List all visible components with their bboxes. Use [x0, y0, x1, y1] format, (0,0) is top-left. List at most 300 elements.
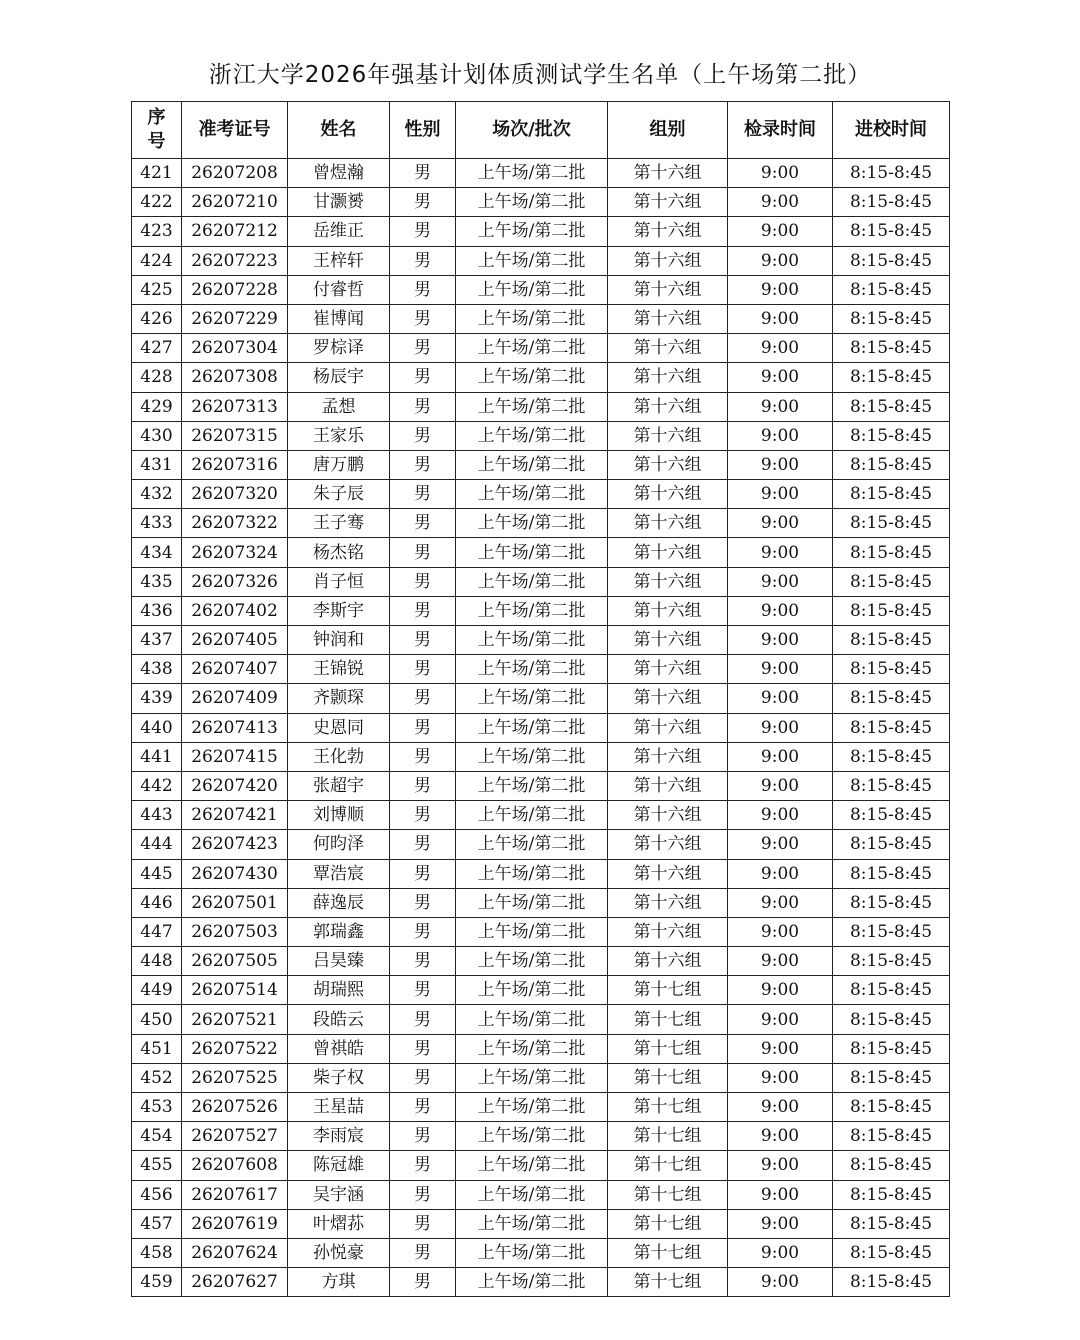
cell-name: 叶熠荪 [288, 1209, 390, 1238]
header-seq: 序 号 [132, 102, 182, 159]
cell-session: 上午场/第二批 [456, 1093, 608, 1122]
cell-seq: 431 [132, 450, 182, 479]
cell-group: 第十六组 [608, 713, 728, 742]
cell-exam-id: 26207212 [182, 217, 288, 246]
cell-check-time: 9:00 [728, 334, 833, 363]
cell-session: 上午场/第二批 [456, 304, 608, 333]
cell-exam-id: 26207324 [182, 538, 288, 567]
cell-entry-time: 8:15-8:45 [833, 392, 950, 421]
cell-gender: 男 [390, 684, 456, 713]
cell-session: 上午场/第二批 [456, 830, 608, 859]
cell-seq: 435 [132, 567, 182, 596]
cell-session: 上午场/第二批 [456, 450, 608, 479]
cell-exam-id: 26207624 [182, 1238, 288, 1267]
cell-seq: 432 [132, 480, 182, 509]
table-body [132, 159, 950, 1297]
cell-gender: 男 [390, 976, 456, 1005]
header-name: 姓名 [288, 102, 390, 159]
cell-entry-time: 8:15-8:45 [833, 275, 950, 304]
table-row [132, 713, 950, 742]
cell-session: 上午场/第二批 [456, 713, 608, 742]
cell-exam-id: 26207525 [182, 1063, 288, 1092]
cell-check-time: 9:00 [728, 917, 833, 946]
cell-seq: 426 [132, 304, 182, 333]
cell-seq: 449 [132, 976, 182, 1005]
cell-entry-time: 8:15-8:45 [833, 188, 950, 217]
cell-gender: 男 [390, 450, 456, 479]
cell-check-time: 9:00 [728, 1209, 833, 1238]
cell-name: 吴宇涵 [288, 1180, 390, 1209]
cell-check-time: 9:00 [728, 947, 833, 976]
cell-check-time: 9:00 [728, 275, 833, 304]
table-row [132, 567, 950, 596]
cell-gender: 男 [390, 1093, 456, 1122]
cell-check-time: 9:00 [728, 567, 833, 596]
cell-gender: 男 [390, 801, 456, 830]
cell-seq: 430 [132, 421, 182, 450]
cell-session: 上午场/第二批 [456, 392, 608, 421]
cell-group: 第十六组 [608, 480, 728, 509]
table-row [132, 1005, 950, 1034]
cell-seq: 424 [132, 246, 182, 275]
cell-group: 第十六组 [608, 450, 728, 479]
table-row [132, 392, 950, 421]
cell-check-time: 9:00 [728, 1093, 833, 1122]
cell-name: 李雨宸 [288, 1122, 390, 1151]
cell-gender: 男 [390, 1063, 456, 1092]
cell-entry-time: 8:15-8:45 [833, 421, 950, 450]
cell-group: 第十七组 [608, 1005, 728, 1034]
cell-exam-id: 26207423 [182, 830, 288, 859]
cell-entry-time: 8:15-8:45 [833, 713, 950, 742]
cell-seq: 457 [132, 1209, 182, 1238]
cell-session: 上午场/第二批 [456, 188, 608, 217]
cell-session: 上午场/第二批 [456, 947, 608, 976]
cell-entry-time: 8:15-8:45 [833, 947, 950, 976]
header-row [132, 102, 950, 159]
cell-gender: 男 [390, 626, 456, 655]
cell-check-time: 9:00 [728, 1180, 833, 1209]
cell-entry-time: 8:15-8:45 [833, 655, 950, 684]
cell-check-time: 9:00 [728, 538, 833, 567]
cell-exam-id: 26207229 [182, 304, 288, 333]
cell-gender: 男 [390, 888, 456, 917]
cell-entry-time: 8:15-8:45 [833, 334, 950, 363]
cell-name: 岳维正 [288, 217, 390, 246]
cell-session: 上午场/第二批 [456, 1268, 608, 1297]
table-row [132, 742, 950, 771]
cell-session: 上午场/第二批 [456, 859, 608, 888]
cell-session: 上午场/第二批 [456, 159, 608, 188]
cell-exam-id: 26207208 [182, 159, 288, 188]
cell-gender: 男 [390, 275, 456, 304]
cell-session: 上午场/第二批 [456, 275, 608, 304]
table-row [132, 1209, 950, 1238]
header-exam-id: 准考证号 [182, 102, 288, 159]
cell-entry-time: 8:15-8:45 [833, 1151, 950, 1180]
cell-exam-id: 26207405 [182, 626, 288, 655]
cell-check-time: 9:00 [728, 450, 833, 479]
table-row [132, 509, 950, 538]
cell-check-time: 9:00 [728, 480, 833, 509]
cell-check-time: 9:00 [728, 596, 833, 625]
cell-seq: 447 [132, 917, 182, 946]
cell-session: 上午场/第二批 [456, 1005, 608, 1034]
header-gender: 性别 [390, 102, 456, 159]
cell-gender: 男 [390, 363, 456, 392]
cell-seq: 425 [132, 275, 182, 304]
cell-exam-id: 26207316 [182, 450, 288, 479]
cell-group: 第十六组 [608, 947, 728, 976]
cell-entry-time: 8:15-8:45 [833, 538, 950, 567]
cell-group: 第十六组 [608, 159, 728, 188]
cell-exam-id: 26207505 [182, 947, 288, 976]
cell-group: 第十六组 [608, 304, 728, 333]
cell-entry-time: 8:15-8:45 [833, 742, 950, 771]
table-row [132, 947, 950, 976]
cell-entry-time: 8:15-8:45 [833, 801, 950, 830]
cell-seq: 451 [132, 1034, 182, 1063]
table-row [132, 188, 950, 217]
cell-check-time: 9:00 [728, 888, 833, 917]
cell-name: 吕昊臻 [288, 947, 390, 976]
cell-session: 上午场/第二批 [456, 888, 608, 917]
cell-name: 王锦锐 [288, 655, 390, 684]
cell-name: 李斯宇 [288, 596, 390, 625]
cell-entry-time: 8:15-8:45 [833, 1238, 950, 1267]
cell-session: 上午场/第二批 [456, 538, 608, 567]
table-row [132, 159, 950, 188]
cell-check-time: 9:00 [728, 684, 833, 713]
table-row [132, 1151, 950, 1180]
table-row [132, 246, 950, 275]
cell-session: 上午场/第二批 [456, 626, 608, 655]
table-header [132, 102, 950, 159]
cell-gender: 男 [390, 246, 456, 275]
table-row [132, 421, 950, 450]
cell-gender: 男 [390, 1268, 456, 1297]
cell-name: 王星喆 [288, 1093, 390, 1122]
cell-exam-id: 26207304 [182, 334, 288, 363]
cell-seq: 452 [132, 1063, 182, 1092]
cell-check-time: 9:00 [728, 1034, 833, 1063]
cell-entry-time: 8:15-8:45 [833, 304, 950, 333]
cell-exam-id: 26207514 [182, 976, 288, 1005]
cell-gender: 男 [390, 392, 456, 421]
header-check-time: 检录时间 [728, 102, 833, 159]
cell-seq: 455 [132, 1151, 182, 1180]
cell-group: 第十六组 [608, 509, 728, 538]
cell-exam-id: 26207315 [182, 421, 288, 450]
table-row [132, 976, 950, 1005]
table-row [132, 1238, 950, 1267]
cell-entry-time: 8:15-8:45 [833, 363, 950, 392]
table-row [132, 480, 950, 509]
cell-group: 第十七组 [608, 1268, 728, 1297]
cell-session: 上午场/第二批 [456, 801, 608, 830]
cell-exam-id: 26207521 [182, 1005, 288, 1034]
cell-gender: 男 [390, 509, 456, 538]
cell-exam-id: 26207210 [182, 188, 288, 217]
table-row [132, 363, 950, 392]
cell-check-time: 9:00 [728, 1268, 833, 1297]
cell-seq: 445 [132, 859, 182, 888]
cell-exam-id: 26207430 [182, 859, 288, 888]
cell-name: 王梓轩 [288, 246, 390, 275]
header-group: 组别 [608, 102, 728, 159]
cell-check-time: 9:00 [728, 1238, 833, 1267]
cell-session: 上午场/第二批 [456, 917, 608, 946]
cell-session: 上午场/第二批 [456, 1034, 608, 1063]
cell-name: 孙悦豪 [288, 1238, 390, 1267]
cell-check-time: 9:00 [728, 655, 833, 684]
cell-gender: 男 [390, 1034, 456, 1063]
cell-gender: 男 [390, 217, 456, 246]
cell-name: 齐颢琛 [288, 684, 390, 713]
cell-exam-id: 26207413 [182, 713, 288, 742]
cell-entry-time: 8:15-8:45 [833, 771, 950, 800]
cell-gender: 男 [390, 742, 456, 771]
cell-group: 第十七组 [608, 1034, 728, 1063]
student-roster-table [131, 101, 950, 1297]
cell-gender: 男 [390, 159, 456, 188]
cell-seq: 440 [132, 713, 182, 742]
cell-name: 曾煜瀚 [288, 159, 390, 188]
cell-seq: 437 [132, 626, 182, 655]
cell-check-time: 9:00 [728, 830, 833, 859]
cell-group: 第十七组 [608, 1122, 728, 1151]
cell-check-time: 9:00 [728, 392, 833, 421]
cell-entry-time: 8:15-8:45 [833, 1063, 950, 1092]
cell-group: 第十六组 [608, 888, 728, 917]
table-row [132, 859, 950, 888]
cell-name: 朱子辰 [288, 480, 390, 509]
table-row [132, 801, 950, 830]
cell-session: 上午场/第二批 [456, 1122, 608, 1151]
cell-name: 张超宇 [288, 771, 390, 800]
cell-entry-time: 8:15-8:45 [833, 1209, 950, 1238]
cell-group: 第十六组 [608, 275, 728, 304]
cell-session: 上午场/第二批 [456, 246, 608, 275]
table-row [132, 217, 950, 246]
cell-gender: 男 [390, 655, 456, 684]
cell-name: 王家乐 [288, 421, 390, 450]
cell-seq: 428 [132, 363, 182, 392]
cell-group: 第十七组 [608, 1180, 728, 1209]
cell-name: 刘博顺 [288, 801, 390, 830]
cell-seq: 454 [132, 1122, 182, 1151]
table-row [132, 334, 950, 363]
cell-group: 第十六组 [608, 567, 728, 596]
cell-name: 付睿哲 [288, 275, 390, 304]
cell-exam-id: 26207407 [182, 655, 288, 684]
cell-group: 第十七组 [608, 976, 728, 1005]
cell-session: 上午场/第二批 [456, 596, 608, 625]
cell-check-time: 9:00 [728, 304, 833, 333]
cell-name: 曾祺皓 [288, 1034, 390, 1063]
cell-gender: 男 [390, 334, 456, 363]
cell-name: 甘灏赟 [288, 188, 390, 217]
cell-session: 上午场/第二批 [456, 421, 608, 450]
table-row [132, 684, 950, 713]
cell-check-time: 9:00 [728, 1063, 833, 1092]
cell-entry-time: 8:15-8:45 [833, 830, 950, 859]
cell-name: 崔博闻 [288, 304, 390, 333]
cell-name: 方琪 [288, 1268, 390, 1297]
cell-gender: 男 [390, 947, 456, 976]
cell-exam-id: 26207223 [182, 246, 288, 275]
table-row [132, 1180, 950, 1209]
cell-gender: 男 [390, 1238, 456, 1267]
cell-group: 第十六组 [608, 742, 728, 771]
cell-name: 罗棕译 [288, 334, 390, 363]
table-row [132, 1093, 950, 1122]
cell-exam-id: 26207313 [182, 392, 288, 421]
cell-exam-id: 26207402 [182, 596, 288, 625]
cell-check-time: 9:00 [728, 771, 833, 800]
cell-seq: 421 [132, 159, 182, 188]
cell-gender: 男 [390, 596, 456, 625]
cell-exam-id: 26207409 [182, 684, 288, 713]
cell-exam-id: 26207627 [182, 1268, 288, 1297]
table-row [132, 1034, 950, 1063]
table-row [132, 1268, 950, 1297]
cell-entry-time: 8:15-8:45 [833, 859, 950, 888]
cell-check-time: 9:00 [728, 742, 833, 771]
cell-seq: 434 [132, 538, 182, 567]
cell-session: 上午场/第二批 [456, 217, 608, 246]
cell-check-time: 9:00 [728, 509, 833, 538]
cell-group: 第十六组 [608, 771, 728, 800]
cell-gender: 男 [390, 1151, 456, 1180]
cell-entry-time: 8:15-8:45 [833, 450, 950, 479]
cell-group: 第十六组 [608, 188, 728, 217]
cell-entry-time: 8:15-8:45 [833, 159, 950, 188]
cell-name: 王子骞 [288, 509, 390, 538]
cell-group: 第十六组 [608, 917, 728, 946]
table-row [132, 626, 950, 655]
cell-name: 何昀泽 [288, 830, 390, 859]
cell-gender: 男 [390, 188, 456, 217]
cell-seq: 459 [132, 1268, 182, 1297]
cell-name: 孟想 [288, 392, 390, 421]
cell-seq: 436 [132, 596, 182, 625]
cell-gender: 男 [390, 421, 456, 450]
cell-seq: 453 [132, 1093, 182, 1122]
cell-seq: 450 [132, 1005, 182, 1034]
cell-check-time: 9:00 [728, 1151, 833, 1180]
cell-group: 第十六组 [608, 859, 728, 888]
cell-group: 第十七组 [608, 1063, 728, 1092]
cell-seq: 427 [132, 334, 182, 363]
cell-name: 史恩同 [288, 713, 390, 742]
cell-check-time: 9:00 [728, 1005, 833, 1034]
table-row [132, 888, 950, 917]
table-row [132, 538, 950, 567]
cell-session: 上午场/第二批 [456, 567, 608, 596]
cell-seq: 439 [132, 684, 182, 713]
cell-gender: 男 [390, 1180, 456, 1209]
cell-check-time: 9:00 [728, 976, 833, 1005]
cell-check-time: 9:00 [728, 1122, 833, 1151]
cell-session: 上午场/第二批 [456, 1180, 608, 1209]
cell-entry-time: 8:15-8:45 [833, 1093, 950, 1122]
cell-name: 唐万鹏 [288, 450, 390, 479]
cell-group: 第十六组 [608, 421, 728, 450]
table-row [132, 830, 950, 859]
cell-check-time: 9:00 [728, 217, 833, 246]
cell-exam-id: 26207608 [182, 1151, 288, 1180]
cell-name: 王化勃 [288, 742, 390, 771]
cell-gender: 男 [390, 538, 456, 567]
cell-session: 上午场/第二批 [456, 684, 608, 713]
cell-seq: 442 [132, 771, 182, 800]
cell-session: 上午场/第二批 [456, 655, 608, 684]
table-row [132, 1063, 950, 1092]
cell-group: 第十六组 [608, 334, 728, 363]
cell-seq: 448 [132, 947, 182, 976]
cell-name: 段皓云 [288, 1005, 390, 1034]
header-session: 场次/批次 [456, 102, 608, 159]
cell-name: 陈冠雄 [288, 1151, 390, 1180]
cell-group: 第十六组 [608, 246, 728, 275]
cell-session: 上午场/第二批 [456, 334, 608, 363]
table-row [132, 917, 950, 946]
table-row [132, 771, 950, 800]
cell-group: 第十六组 [608, 596, 728, 625]
cell-group: 第十七组 [608, 1209, 728, 1238]
cell-seq: 423 [132, 217, 182, 246]
cell-exam-id: 26207326 [182, 567, 288, 596]
cell-exam-id: 26207503 [182, 917, 288, 946]
cell-group: 第十六组 [608, 363, 728, 392]
cell-name: 肖子恒 [288, 567, 390, 596]
cell-group: 第十六组 [608, 217, 728, 246]
table-row [132, 596, 950, 625]
cell-check-time: 9:00 [728, 246, 833, 275]
cell-group: 第十六组 [608, 626, 728, 655]
cell-seq: 433 [132, 509, 182, 538]
cell-session: 上午场/第二批 [456, 1063, 608, 1092]
cell-name: 杨杰铭 [288, 538, 390, 567]
cell-name: 胡瑞熙 [288, 976, 390, 1005]
cell-gender: 男 [390, 1209, 456, 1238]
cell-exam-id: 26207320 [182, 480, 288, 509]
cell-entry-time: 8:15-8:45 [833, 509, 950, 538]
cell-exam-id: 26207527 [182, 1122, 288, 1151]
cell-entry-time: 8:15-8:45 [833, 1180, 950, 1209]
cell-group: 第十六组 [608, 538, 728, 567]
cell-exam-id: 26207420 [182, 771, 288, 800]
cell-check-time: 9:00 [728, 159, 833, 188]
cell-entry-time: 8:15-8:45 [833, 596, 950, 625]
cell-entry-time: 8:15-8:45 [833, 888, 950, 917]
cell-exam-id: 26207228 [182, 275, 288, 304]
cell-gender: 男 [390, 1122, 456, 1151]
cell-check-time: 9:00 [728, 859, 833, 888]
table-row [132, 450, 950, 479]
cell-seq: 441 [132, 742, 182, 771]
cell-gender: 男 [390, 771, 456, 800]
cell-exam-id: 26207522 [182, 1034, 288, 1063]
cell-gender: 男 [390, 830, 456, 859]
cell-exam-id: 26207415 [182, 742, 288, 771]
header-entry-time: 进校时间 [833, 102, 950, 159]
cell-gender: 男 [390, 917, 456, 946]
cell-exam-id: 26207322 [182, 509, 288, 538]
cell-name: 杨辰宇 [288, 363, 390, 392]
cell-name: 薛逸辰 [288, 888, 390, 917]
